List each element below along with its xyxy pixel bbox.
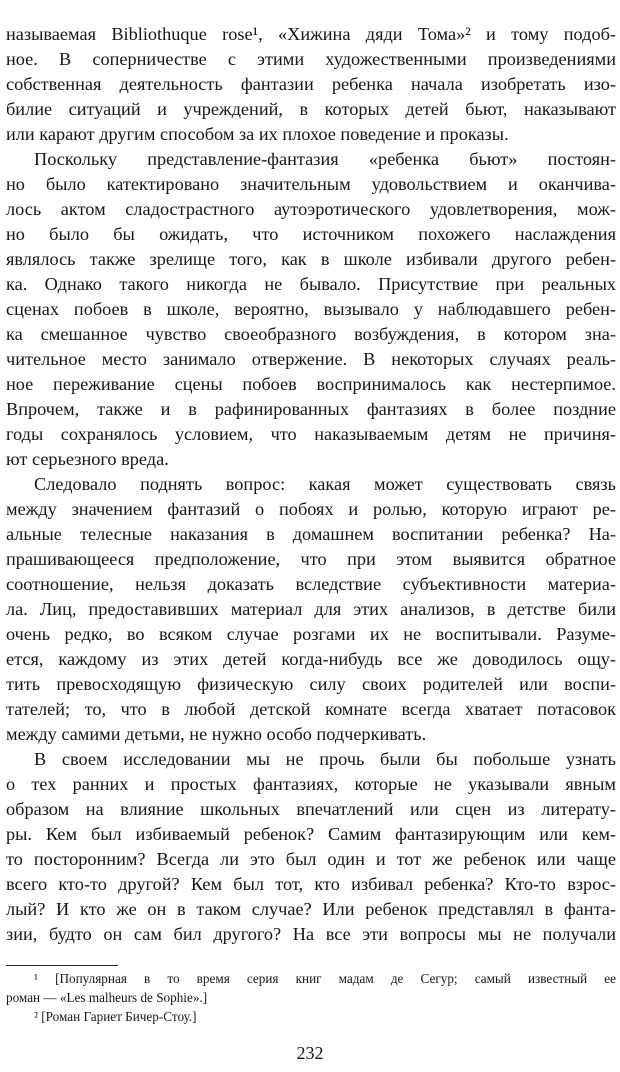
text-line: о тех ранних и простых фантазиях, которые не указывали явным bbox=[6, 774, 616, 794]
text-line: Поскольку представление-фантазия «ребенка бьют» постоян- bbox=[34, 149, 616, 169]
text-line: чительное место занимало отвержение. В некоторых случаях реаль- bbox=[6, 349, 616, 369]
page-number: 232 bbox=[296, 1043, 324, 1063]
text-line: но было бы ожидать, что источником похожего наслаждения bbox=[6, 224, 616, 244]
text-line: соотношение, нельзя доказать вследствие субъективности материа- bbox=[6, 574, 616, 594]
text-line: ется, каждому из этих детей когда-нибудь все же доводилось ощу- bbox=[6, 649, 616, 669]
text-line: между самими детьми, не нужно особо подчеркивать. bbox=[6, 724, 427, 744]
footnote-line: ¹ [Популярная в то время серия книг мадам де Сегур; самый известный ее bbox=[34, 971, 616, 986]
text-line: зии, будто он сам бил другого? На все эти вопросы мы не получали bbox=[6, 924, 616, 944]
text-line: тателей; то, что в любой детской комнате всегда хватает потасовок bbox=[6, 699, 616, 719]
text-line: ное. В соперничестве с этими художественными произведениями bbox=[6, 49, 616, 69]
text-line: годы сохранялось условием, что наказываемым детям не причиня- bbox=[6, 424, 616, 444]
text-line: билие ситуаций и учреждений, в которых детей бьют, наказывают bbox=[6, 99, 616, 119]
text-line: тить превосходящую физическую силу своих родителей или воспи- bbox=[6, 674, 616, 694]
text-line: ют серьезного вреда. bbox=[6, 449, 169, 469]
text-line: называемая Bibliothuque rose¹, «Хижина дяди Тома»² и тому подоб- bbox=[6, 24, 616, 44]
text-line: очень редко, во всяком случае розгами их не воспитывали. Разуме- bbox=[6, 624, 616, 644]
text-line: ное переживание сцены побоев воспринималось как нестерпимое. bbox=[6, 374, 616, 394]
text-line: собственная деятельность фантазии ребенка начала изобретать изо- bbox=[6, 74, 616, 94]
text-line: между значением фантазий о побоях и ролью, которую играют ре- bbox=[6, 499, 616, 519]
text-line: но было катектировано значительным удовольствием и оканчива- bbox=[6, 174, 616, 194]
footnote-line: роман — «Les malheurs de Sophie».] bbox=[6, 990, 208, 1005]
text-line: лый? И кто же он в таком случае? Или ребенок представлял в фанта- bbox=[6, 899, 616, 919]
text-line: всего кто-то другой? Кем был тот, кто избивал ребенка? Кто-то взрос- bbox=[6, 874, 616, 894]
text-line: или карают другим способом за их плохое поведение и проказы. bbox=[6, 124, 509, 144]
text-line: альные телесные наказания в домашнем воспитании ребенка? На- bbox=[6, 524, 616, 544]
text-line: В своем исследовании мы не прочь были бы побольше узнать bbox=[34, 749, 616, 769]
footnote-separator bbox=[6, 965, 118, 966]
text-line: образом на влияние школьных впечатлений или сцен из литерату- bbox=[6, 799, 616, 819]
text-line: ка. Однако такого никогда не бывало. Присутствие при реальных bbox=[6, 274, 616, 294]
text-line: ка смешанное чувство своеобразного возбуждения, в котором зна- bbox=[6, 324, 616, 344]
text-line: лось актом сладострастного аутоэротического удовлетворения, мож- bbox=[6, 199, 616, 219]
text-line: Следовало поднять вопрос: какая может существовать связь bbox=[34, 474, 616, 494]
body-text bbox=[6, 22, 616, 947]
footnotes bbox=[6, 965, 616, 1026]
text-line: Впрочем, также и в рафинированных фантазиях в более поздние bbox=[6, 399, 616, 419]
text-line: то посторонним? Всегда ли это был один и тот же ребенок или чаще bbox=[6, 849, 616, 869]
footnote-line: ² [Роман Гариет Бичер-Стоу.] bbox=[34, 1009, 197, 1024]
text-line: ла. Лиц, предоставивших материал для этих анализов, в детстве били bbox=[6, 599, 616, 619]
text-line: прашивающееся предположение, что при этом выявится обратное bbox=[6, 549, 616, 569]
text-line: сценах побоев в школе, вероятно, вызывало у наблюдавшего ребен- bbox=[6, 299, 616, 319]
text-line: ры. Кем был избиваемый ребенок? Самим фантазирующим или кем- bbox=[6, 824, 616, 844]
text-line: являлось также зрелище того, как в школе избивали другого ребен- bbox=[6, 249, 616, 269]
